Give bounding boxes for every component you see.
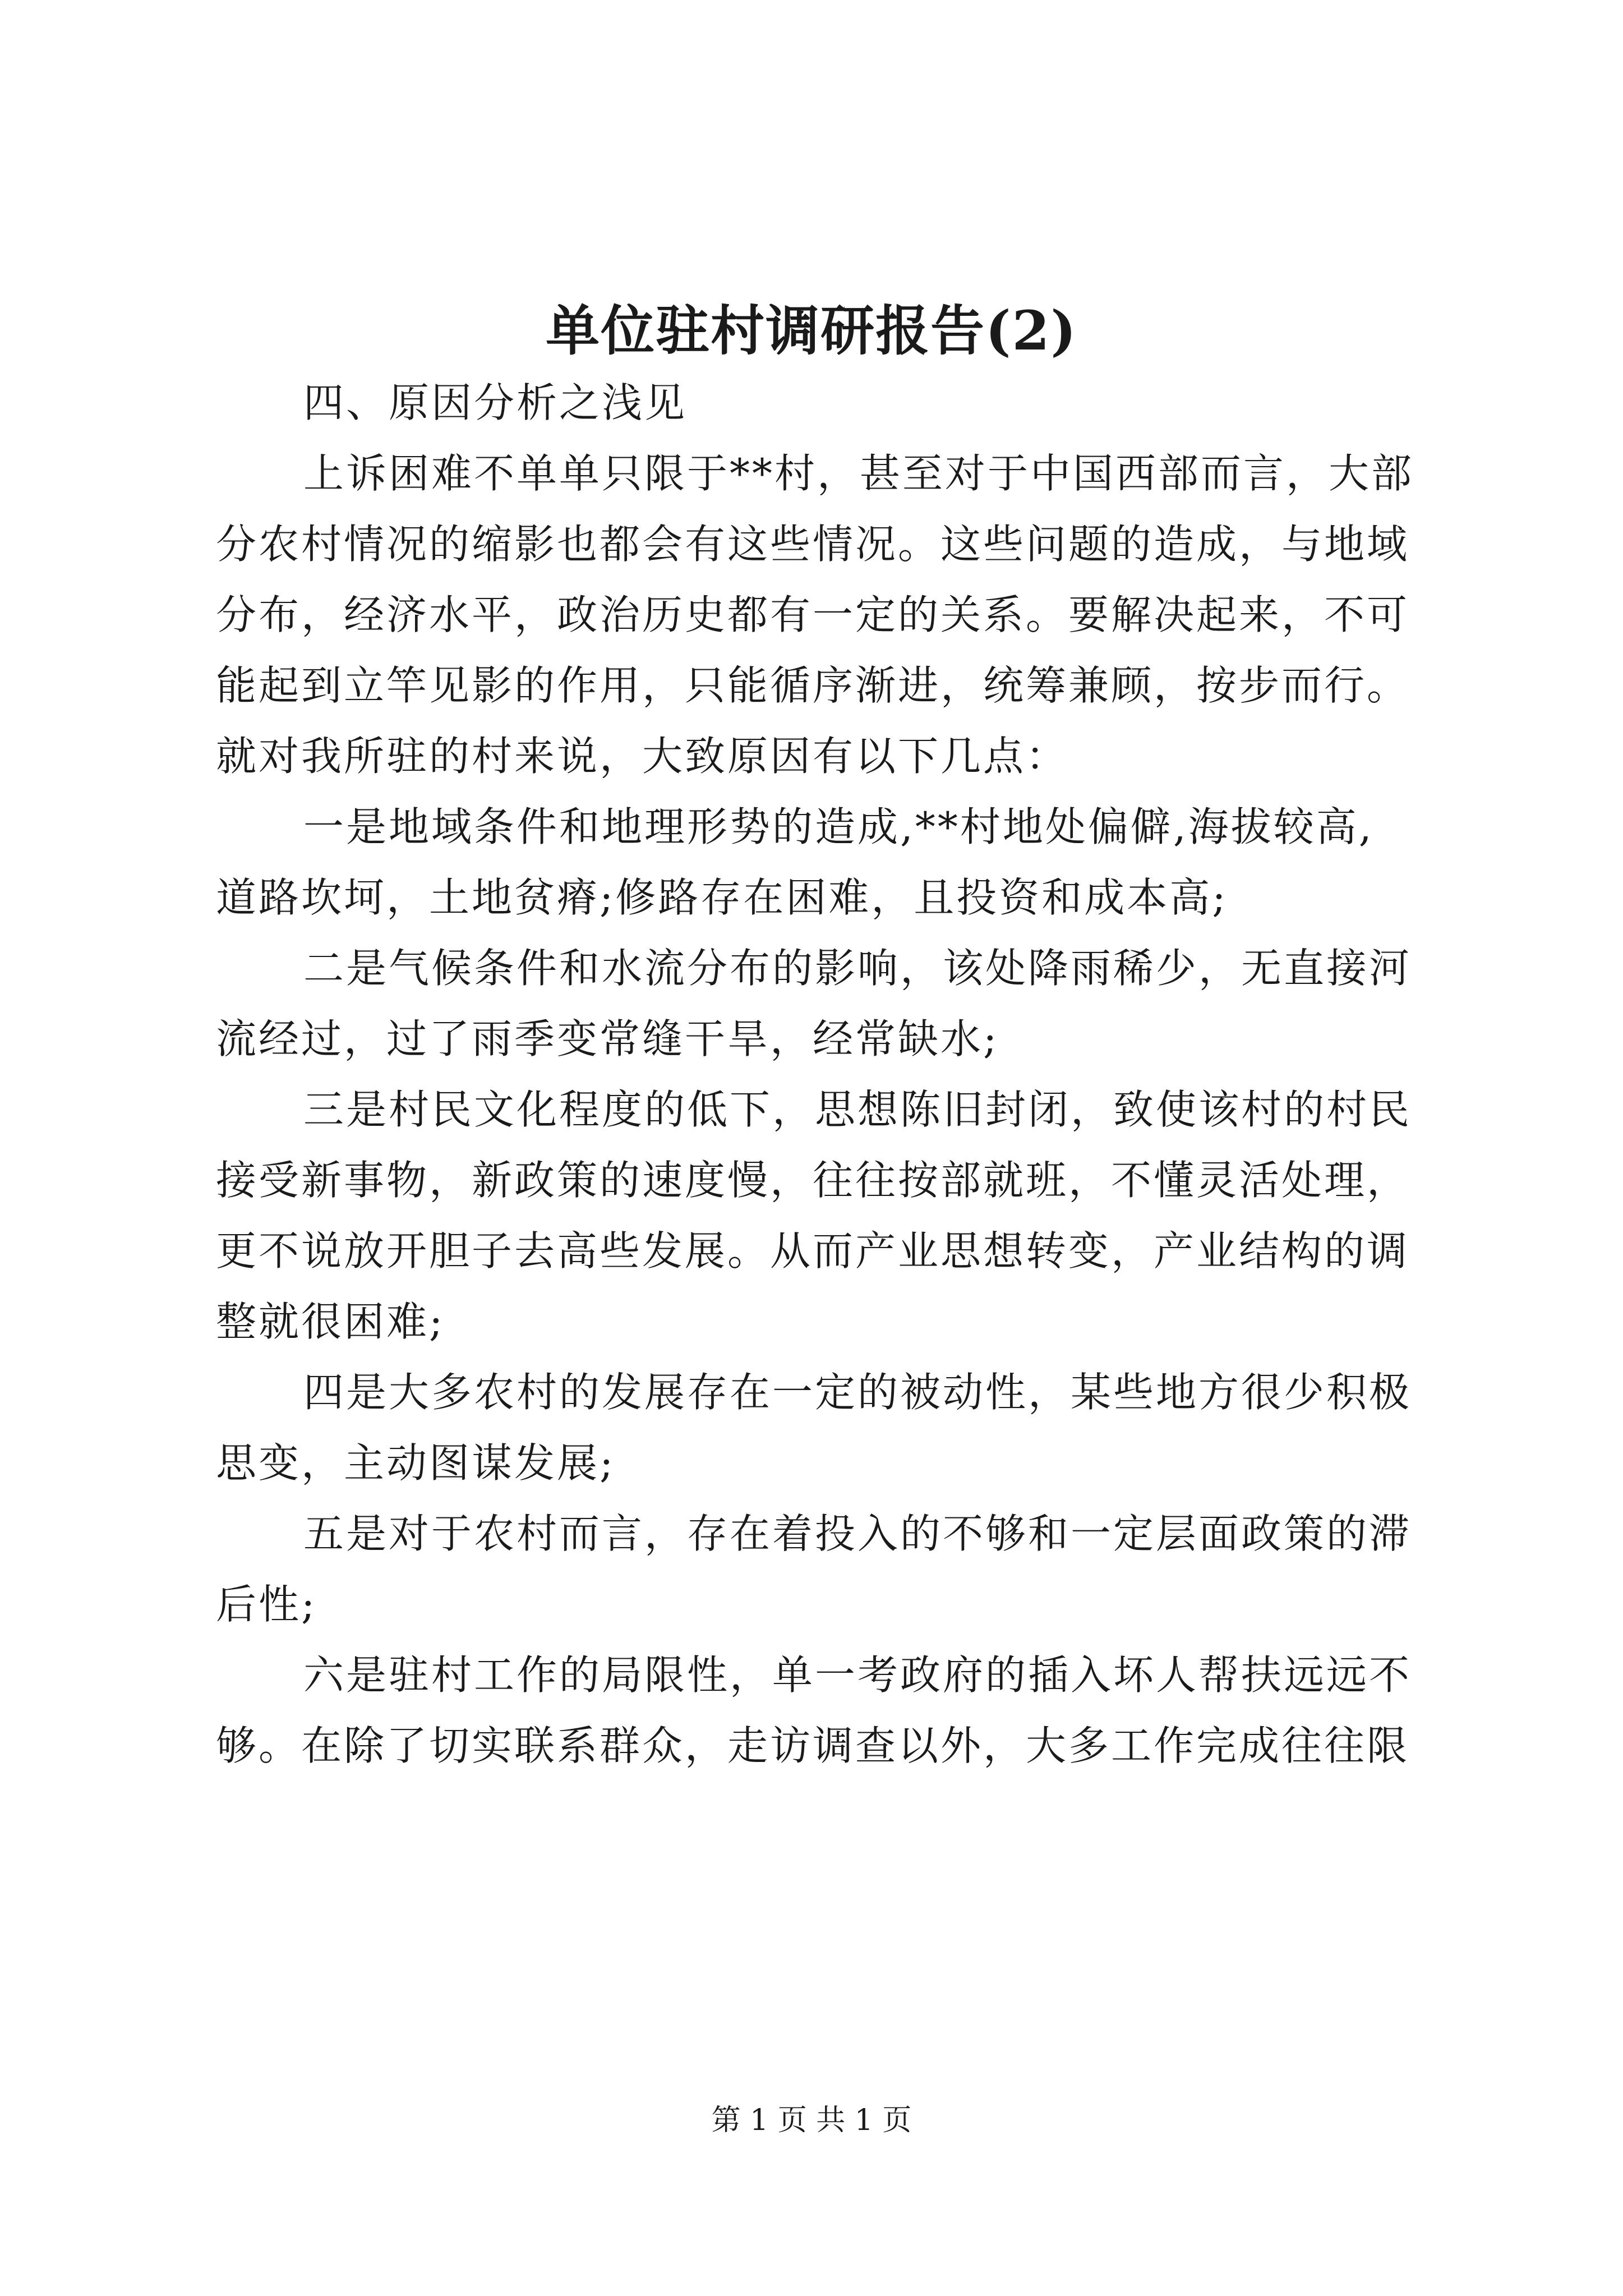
body-line: 整就很困难;	[216, 1298, 445, 1345]
body-line: 后性;	[216, 1581, 317, 1628]
body-line: 流经过，过了雨季变常缝干旱，经常缺水;	[216, 1015, 999, 1062]
document-body	[216, 367, 1414, 1781]
body-line: 四、原因分析之浅见	[303, 379, 688, 426]
body-line: 上诉困难不单单只限于**村，甚至对于中国西部而言，大部	[303, 450, 1414, 497]
body-line: 一是地域条件和地理形势的造成,**村地处偏僻,海拔较高,	[303, 803, 1374, 850]
body-line: 更不说放开胆子去高些发展。从而产业思想转变，产业结构的调	[216, 1227, 1410, 1274]
body-line: 能起到立竿见影的作用，只能循序渐进，统筹兼顾，按步而行。	[216, 662, 1410, 709]
page-footer: 第 1 页 共 1 页	[711, 2104, 912, 2137]
body-line: 分布，经济水平，政治历史都有一定的关系。要解决起来，不可	[216, 591, 1410, 638]
body-line: 就对我所驻的村来说，大致原因有以下几点：	[216, 733, 1069, 780]
body-line: 思变，主动图谋发展;	[216, 1439, 616, 1487]
body-line: 道路坎坷，土地贫瘠;修路存在困难，且投资和成本高;	[216, 874, 1228, 921]
body-line: 接受新事物，新政策的速度慢，往往按部就班，不懂灵活处理，	[216, 1157, 1410, 1204]
document-title: 单位驻村调研报告(2)	[546, 299, 1077, 362]
body-line: 分农村情况的缩影也都会有这些情况。这些问题的造成，与地域	[216, 521, 1410, 568]
body-line: 三是村民文化程度的低下，思想陈旧封闭，致使该村的村民	[303, 1086, 1412, 1133]
body-line: 四是大多农村的发展存在一定的被动性，某些地方很少积极	[303, 1369, 1412, 1416]
body-line: 五是对于农村而言，存在着投入的不够和一定层面政策的滞	[303, 1510, 1412, 1557]
body-line: 够。在除了切实联系群众，走访调查以外，大多工作完成往往限	[216, 1722, 1410, 1769]
body-line: 二是气候条件和水流分布的影响，该处降雨稀少，无直接河	[303, 945, 1412, 992]
body-line: 六是驻村工作的局限性，单一考政府的插入坏人帮扶远远不	[303, 1651, 1412, 1699]
